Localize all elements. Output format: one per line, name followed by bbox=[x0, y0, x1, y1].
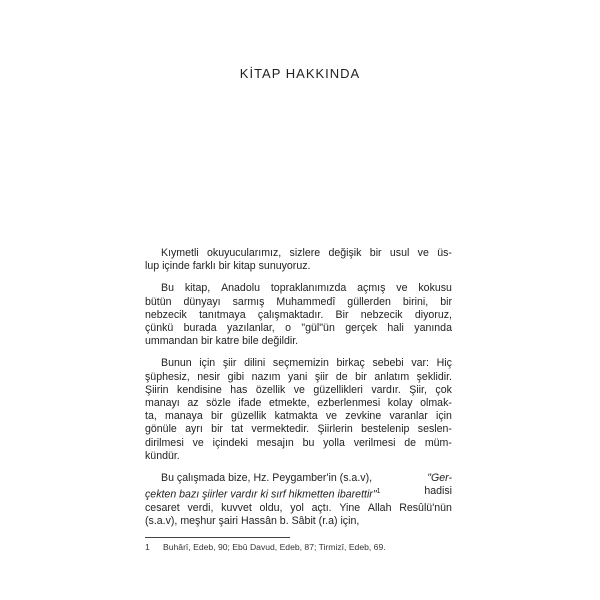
text-line: lup içinde farklı bir kitap sunuyoruz. bbox=[145, 260, 311, 273]
text-line: Şiirin kendisine has özellik ve güzellikleri vardır. Şiir, çok bbox=[145, 383, 452, 396]
text-line: ummandan bir katre bile değildir. bbox=[145, 335, 299, 348]
footnote bbox=[145, 542, 465, 552]
footnote-divider bbox=[145, 537, 290, 538]
text-line: ta, manaya bir güzellik katmakta ve zevkine varanlar için bbox=[145, 410, 452, 423]
footnote-text: Buhârî, Edeb, 90; Ebû Davud, Edeb, 87; Tirmizî, Edeb, 69. bbox=[163, 542, 386, 552]
text-line: çünkü burada yazılanlar, o "gül"ün gerçek hali yanında bbox=[145, 322, 452, 335]
quote-italic: "Ger- bbox=[427, 472, 452, 485]
footnote-number: 1 bbox=[145, 542, 150, 552]
text-line: cesaret verdi, kuvvet oldu, yol açtı. Yine Allah Resûlü'nün bbox=[145, 501, 452, 514]
paragraph-3 bbox=[145, 357, 452, 463]
text-line: nebzecik tanıtmaya çalışmaktadır. Bir nebzecik diyoruz, bbox=[145, 308, 452, 321]
text-line: Bunun için şiir dilini seçmemizin birkaç sebebi var: Hiç bbox=[161, 357, 452, 370]
text-line: Kıymetli okuyucularımız, sizlere değişik bir usul ve üs- bbox=[161, 247, 452, 259]
quote-italic: çekten bazı şiirler vardır ki sırf hikmetten ibarettir" bbox=[145, 488, 377, 501]
text-line: Bu kitap, Anadolu topraklanımızda açmış ve kokusu bbox=[161, 282, 452, 295]
text-line: bütün dünyayı sarmış Muhammedî güllerden birini, bir bbox=[145, 295, 452, 308]
text-line: manayı az sözle ifade etmekte, ezberlenmesi kolay olmak- bbox=[145, 397, 452, 410]
text-line: gönüle ayrı bir tat vermektedir. Şiirlerin bestelenip seslen- bbox=[145, 423, 452, 436]
body-text bbox=[145, 247, 452, 537]
paragraph-4 bbox=[145, 472, 452, 528]
text-line: dirilmesi ve içindeki mesajın bu yolla verilmesi de müm- bbox=[145, 436, 452, 449]
text-line: Bu çalışmada bize, Hz. Peygamber'in (s.a.v), "Ger- bbox=[161, 472, 452, 485]
text-line: çekten bazı şiirler vardır ki sırf hikmetten ibarettir"$^1$ hadisi bbox=[145, 485, 452, 501]
paragraph-2 bbox=[145, 282, 452, 348]
footnote-ref: 1 bbox=[376, 488, 381, 496]
paragraph-1 bbox=[145, 247, 452, 273]
text-line: (s.a.v), meşhur şairi Hassân b. Sâbit (r.a) için, bbox=[145, 515, 360, 528]
text-line: şüphesiz, nesir gibi nazım yani şiir de bir anlatım şeklidir. bbox=[145, 370, 452, 383]
text-line: kündür. bbox=[145, 449, 180, 462]
page-title: KİTAP HAKKINDA bbox=[239, 66, 361, 81]
